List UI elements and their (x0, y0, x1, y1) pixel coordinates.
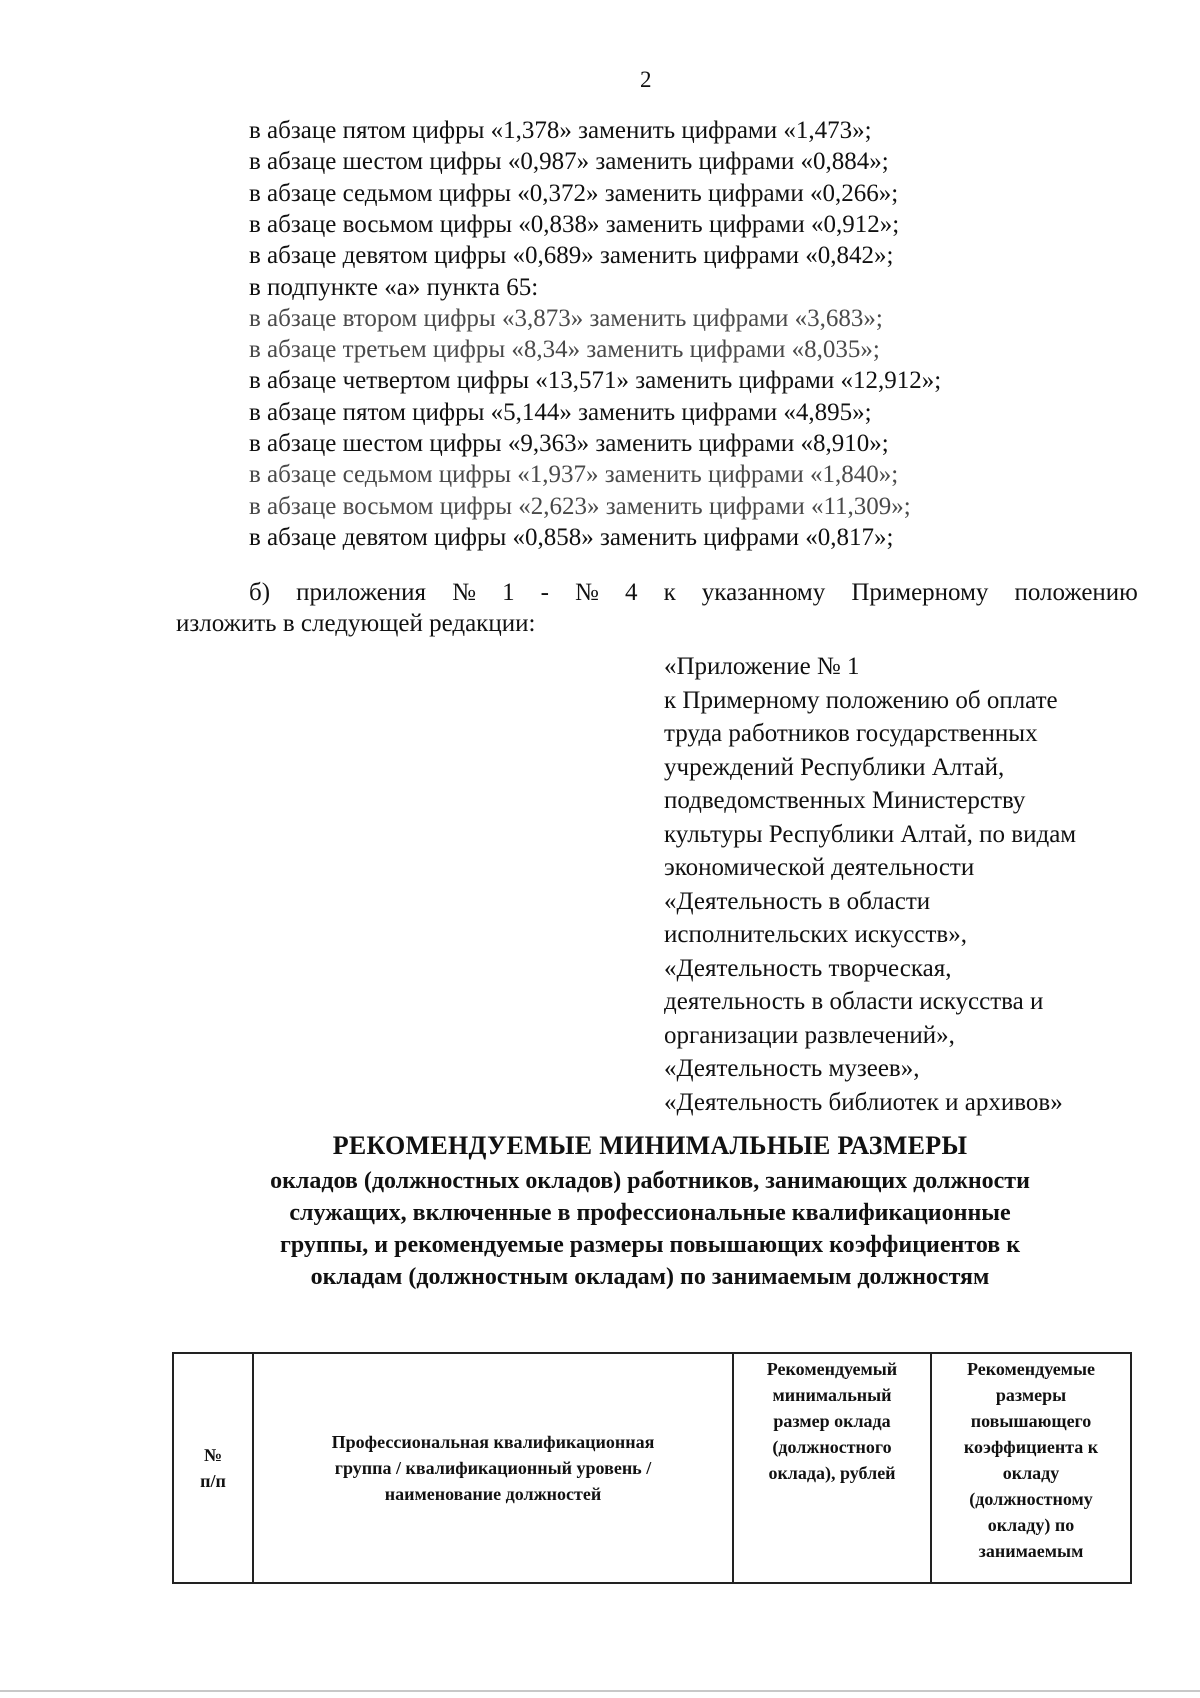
title-subtitle-line: окладам (должностным окладам) по занимаемым должностям (310, 1264, 990, 1290)
header-line: минимальный (772, 1385, 892, 1405)
header-line: размер оклада (773, 1411, 891, 1431)
header-number (173, 1353, 253, 1583)
header-line: № (203, 1445, 223, 1465)
amendment-line: в абзаце шестом цифры «0,987» заменить цифрами «0,884»; (249, 148, 889, 176)
title-subtitle-line: группы, и рекомендуемые размеры повышающих коэффициентов к (279, 1232, 1021, 1258)
appendix-line: учреждений Республики Алтай, (664, 753, 1005, 781)
paragraph-b-word: 4 (624, 579, 638, 606)
header-line: Рекомендуемый (766, 1359, 898, 1379)
amendment-line: в подпункте «а» пункта 65: (249, 273, 539, 301)
header-line: (должностного (772, 1437, 892, 1457)
amendment-line: в абзаце восьмом цифры «2,623» заменить цифрами «11,309»; (249, 492, 911, 520)
amendment-line: в абзаце восьмом цифры «0,838» заменить цифрами «0,912»; (249, 210, 900, 238)
paragraph-b-word: № (452, 579, 476, 606)
scan-bottom-edge (0, 1690, 1200, 1692)
header-coefficient (931, 1353, 1131, 1583)
appendix-line: труда работников государственных (664, 720, 1038, 747)
title-main: РЕКОМЕНДУЕМЫЕ МИНИМАЛЬНЫЕ РАЗМЕРЫ (332, 1131, 968, 1160)
amendment-line: в абзаце шестом цифры «9,363» заменить цифрами «8,910»; (249, 430, 889, 457)
appendix-header (664, 650, 1144, 1119)
header-min-salary (733, 1353, 931, 1583)
paragraph-b-word: 1 (502, 579, 515, 606)
title-subtitle-line: окладов (должностных окладов) работников, занимающих должности (270, 1168, 1030, 1194)
paragraph-b-word: б) (249, 579, 271, 606)
header-line: группа / квалификационный уровень / (334, 1458, 652, 1478)
header-line: п/п (200, 1471, 226, 1491)
amendment-line: в абзаце втором цифры «3,873» заменить цифрами «3,683»; (249, 304, 883, 332)
header-line: окладу (1002, 1463, 1060, 1483)
appendix-line: экономической деятельности (664, 854, 975, 881)
document-title (160, 1130, 1140, 1293)
header-line: коэффициента к (963, 1437, 1099, 1457)
paragraph-b (176, 577, 1138, 639)
amendment-line: в абзаце пятом цифры «1,378» заменить цифрами «1,473»; (249, 117, 872, 144)
table-header-row (173, 1353, 1131, 1583)
page-number: 2 (640, 67, 652, 92)
paragraph-b-word: № (575, 579, 599, 606)
appendix-line: «Деятельность творческая, (664, 954, 952, 982)
header-group (253, 1353, 733, 1583)
salary-table (172, 1352, 1132, 1584)
amendment-line: в абзаце четвертом цифры «13,571» заменить цифрами «12,912»; (249, 367, 942, 395)
appendix-line: исполнительских искусств», (664, 921, 967, 948)
appendix-line: деятельность в области искусства и (664, 988, 1044, 1015)
header-line: повышающего (970, 1411, 1092, 1431)
paragraph-b-word: приложения (296, 579, 427, 606)
amendment-line: в абзаце девятом цифры «0,858» заменить цифрами «0,817»; (249, 523, 894, 551)
paragraph-b-word: Примерному (851, 579, 989, 606)
header-line: размеры (995, 1385, 1067, 1405)
paragraph-b-word: к (663, 579, 676, 606)
appendix-line: подведомственных Министерству (664, 787, 1026, 814)
header-line: наименование должностей (384, 1484, 602, 1504)
amendment-line: в абзаце третьем цифры «8,34» заменить цифрами «8,035»; (249, 336, 880, 364)
title-subtitle-line: служащих, включенные в профессиональные квалификационные (289, 1200, 1011, 1226)
title-subtitle (160, 1165, 1140, 1293)
amendment-line: в абзаце седьмом цифры «0,372» заменить цифрами «0,266»; (249, 179, 899, 207)
paragraph-b-line-1 (176, 577, 1138, 608)
appendix-line: организации развлечений», (664, 1021, 955, 1049)
paragraph-b-word: указанному (701, 579, 826, 606)
header-line: оклада), рублей (768, 1463, 896, 1483)
header-line: (должностному (969, 1489, 1093, 1509)
appendix-line: к Примерному положению об оплате (664, 686, 1058, 714)
paragraph-b-word: - (540, 579, 549, 606)
appendix-line: «Деятельность библиотек и архивов» (664, 1088, 1063, 1116)
paragraph-b-line-2: изложить в следующей редакции: (176, 610, 536, 637)
header-line: Профессиональная квалификационная (331, 1432, 655, 1452)
appendix-line: «Деятельность в области (664, 887, 931, 915)
amendment-line: в абзаце пятом цифры «5,144» заменить цифрами «4,895»; (249, 398, 872, 426)
appendix-line: «Деятельность музеев», (664, 1055, 920, 1082)
amendment-line: в абзаце седьмом цифры «1,937» заменить цифрами «1,840»; (249, 461, 899, 489)
header-line: окладу) по (987, 1515, 1075, 1535)
amendment-line: в абзаце девятом цифры «0,689» заменить цифрами «0,842»; (249, 242, 894, 270)
header-line: занимаемым (978, 1541, 1084, 1561)
appendix-line: культуры Республики Алтай, по видам (664, 820, 1077, 848)
header-line: Рекомендуемые (966, 1359, 1095, 1379)
paragraph-b-word: положению (1014, 579, 1138, 606)
appendix-line: «Приложение № 1 (664, 653, 860, 680)
